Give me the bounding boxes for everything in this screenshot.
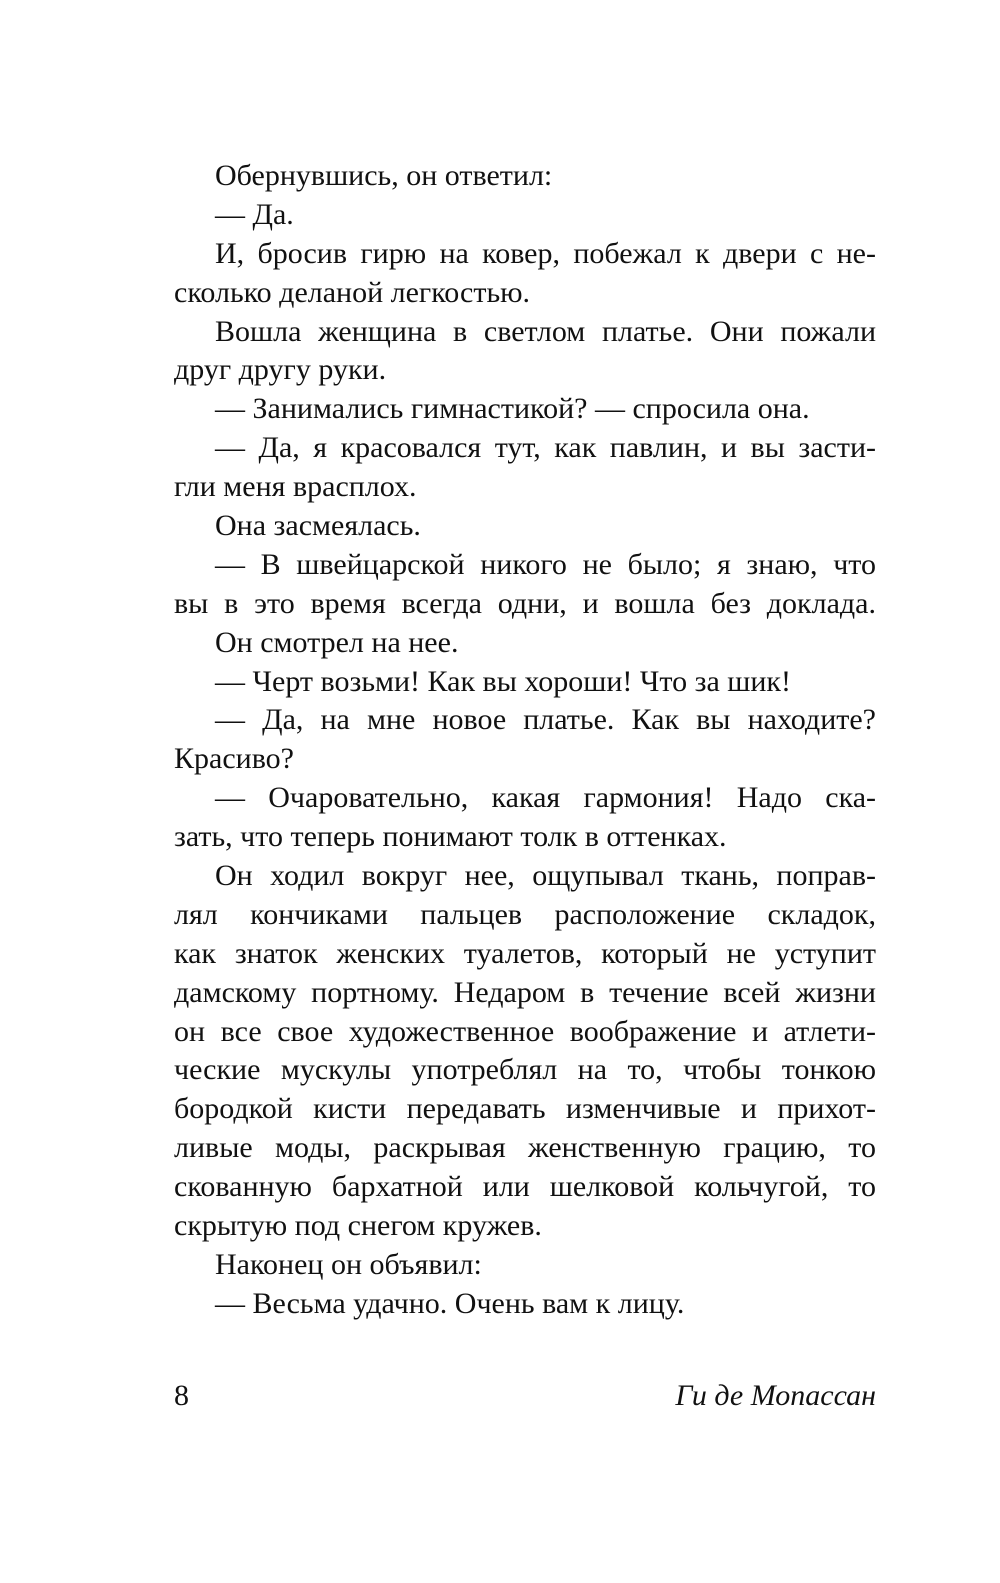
text-line: скрытую под снегом кружев. bbox=[174, 1209, 542, 1243]
page-number: 8 bbox=[174, 1379, 189, 1412]
text-line: Он смотрел на нее. bbox=[215, 625, 459, 659]
text-line: — Да, на мне новое платье. Как вы находите? bbox=[215, 703, 876, 737]
text-line: — Весьма удачно. Очень вам к лицу. bbox=[215, 1286, 685, 1320]
running-footer-author: Ги де Мопассан bbox=[675, 1379, 876, 1412]
text-line: гли меня врасплох. bbox=[174, 470, 417, 504]
text-line: Красиво? bbox=[174, 742, 294, 776]
text-line: — Занимались гимнастикой? — спросила она. bbox=[215, 392, 810, 426]
text-line: ческие мускулы употреблял на то, чтобы тонкою bbox=[174, 1053, 876, 1087]
text-line: — Черт возьми! Как вы хороши! Что за шик! bbox=[215, 664, 791, 698]
text-line: сколько деланой легкостью. bbox=[174, 275, 531, 309]
body-text bbox=[174, 157, 876, 1324]
text-line: — Очаровательно, какая гармония! Надо ска- bbox=[215, 781, 876, 815]
text-line: ливые моды, раскрывая женственную грацию, то bbox=[174, 1131, 876, 1165]
text-line: — Да. bbox=[215, 197, 294, 231]
text-line: Он ходил вокруг нее, ощупывал ткань, поправ- bbox=[215, 859, 876, 893]
text-line: скованную бархатной или шелковой кольчугой, то bbox=[174, 1170, 876, 1204]
text-line: как знаток женских туалетов, который не уступит bbox=[174, 936, 876, 970]
text-line: бородкой кисти передавать изменчивые и прихот- bbox=[174, 1092, 876, 1126]
page-footer bbox=[174, 1376, 876, 1416]
text-line: — Да, я красовался тут, как павлин, и вы засти- bbox=[215, 431, 876, 465]
text-line: зать, что теперь понимают толк в оттенках. bbox=[174, 820, 727, 854]
text-line: дамскому портному. Недаром в течение всей жизни bbox=[174, 975, 876, 1009]
text-line: Она засмеялась. bbox=[215, 509, 421, 543]
text-line: Обернувшись, он ответил: bbox=[215, 159, 553, 192]
text-line: Наконец он объявил: bbox=[215, 1247, 482, 1281]
text-line: — В швейцарской никого не было; я знаю, что bbox=[215, 547, 876, 581]
text-line: вы в это время всегда одни, и вошла без доклада. bbox=[174, 586, 876, 620]
text-line: он все свое художественное воображение и атлети- bbox=[174, 1014, 876, 1048]
text-line: И, бросив гирю на ковер, побежал к двери с не- bbox=[215, 236, 876, 270]
text-line: друг другу руки. bbox=[174, 353, 387, 387]
text-line: лял кончиками пальцев расположение складок, bbox=[174, 897, 876, 931]
text-line: Вошла женщина в светлом платье. Они пожали bbox=[215, 314, 876, 348]
